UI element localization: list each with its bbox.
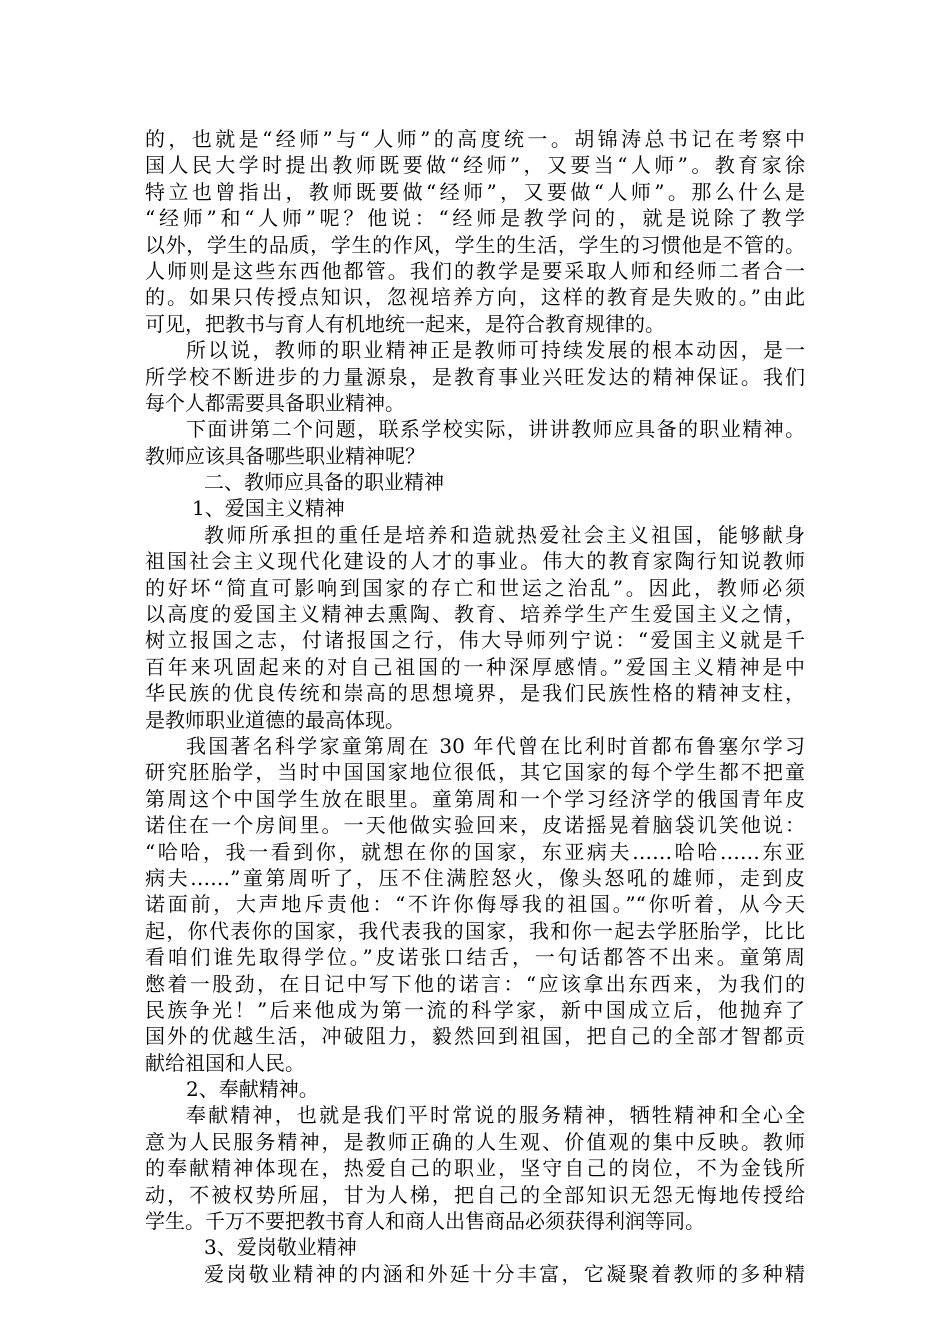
text-line: 的，也就是“经师”与“人师”的高度统一。胡锦涛总书记在考察中	[145, 127, 805, 151]
text-line: 是教师职业道德的最高体现。	[145, 707, 405, 732]
text-line: 民族争光！”后来他成为第一流的科学家，新中国成立后，他抛弃了	[145, 997, 805, 1022]
text-line: 国外的优越生活，冲破阻力，毅然回到祖国，把自己的全部才智都贡	[145, 1024, 805, 1049]
text-line: 祖国社会主义现代化建设的人才的事业。伟大的教育家陶行知说教师	[145, 549, 805, 574]
text-line: 学生。千万不要把教书育人和商人出售商品必须获得利润等同。	[145, 1209, 705, 1234]
text-line: 诺住在一个房间里。一天他做实验回来，皮诺摇晃着脑袋讥笑他说：	[145, 813, 805, 838]
text-line: 憋着一股劲，在日记中写下他的诺言：“应该拿出东西来，为我们的	[145, 971, 805, 996]
text-line: 所以说，教师的职业精神正是教师可持续发展的根本动因，是一	[186, 338, 805, 363]
text-line: 的好坏“简直可影响到国家的存亡和世运之治乱”。因此，教师必须	[145, 575, 805, 600]
text-line: 的奉献精神体现在，热爱自己的职业，坚守自己的岗位，不为金钱所	[145, 1156, 805, 1181]
text-line: 以高度的爱国主义精神去熏陶、教育、培养学生产生爱国主义之情，	[145, 602, 805, 627]
text-line: 起，你代表你的国家，我代表我的国家，我和你一起去学胚胎学，比比	[145, 918, 805, 943]
text-line: 研究胚胎学，当时中国国家地位很低，其它国家的每个学生都不把童	[145, 760, 805, 785]
subsection-heading: 3、爱岗敬业精神	[204, 1235, 357, 1260]
section-heading: 二、教师应具备的职业精神	[204, 470, 444, 495]
text-line: 人师则是这些东西他都管。我们的教学是要采取人师和经师二者合一	[145, 258, 805, 283]
text-line: 奉献精神，也就是我们平时常说的服务精神，牺牲精神和全心全	[186, 1103, 805, 1128]
text-line: 特立也曾指出，教师既要做“经师”，又要做“人师”。那么什么是	[145, 179, 805, 204]
text-line: “经师”和“人师”呢？他说：“经师是教学问的，就是说除了教学	[145, 206, 805, 231]
text-line: 病夫……”童第周听了，压不住满腔怒火，像头怒吼的雄师，走到皮	[145, 865, 805, 890]
text-line: 国人民大学时提出教师既要做“经师”，又要当“人师”。教育家徐	[145, 153, 805, 178]
text-line: 诺面前，大声地斥责他：“不许你侮辱我的祖国。”“你听着，从今天	[145, 892, 805, 917]
text-line: 以外，学生的品质，学生的作风，学生的生活，学生的习惯他是不管的。	[145, 232, 805, 257]
text-line: 华民族的优良传统和崇高的思想境界，是我们民族性格的精神支柱，	[145, 681, 805, 706]
text-line: 树立报国之志，付诸报国之行，伟大导师列宁说：“爱国主义就是千	[145, 628, 805, 653]
text-line: 第周这个中国学生放在眼里。童第周和一个学习经济学的俄国青年皮	[145, 786, 805, 811]
text-line: 每个人都需要具备职业精神。	[145, 390, 405, 415]
text-line: 献给祖国和人民。	[145, 1050, 305, 1075]
text-line: 爱岗敬业精神的内涵和外延十分丰富，它凝聚着教师的多种精	[204, 1261, 805, 1286]
subsection-heading: 1、爱国主义精神	[192, 496, 345, 521]
text-line: 可见，把教书与育人有机地统一起来，是符合教育规律的。	[145, 311, 665, 336]
text-line: 动，不被权势所屈，甘为人梯，把自己的全部知识无怨无悔地传授给	[145, 1182, 805, 1207]
text-line: 我国著名科学家童第周在 30 年代曾在比利时首都布鲁塞尔学习	[186, 733, 805, 758]
text-line: 看咱们谁先取得学位。”皮诺张口结舌，一句话都答不出来。童第周	[145, 945, 805, 970]
text-line: 所学校不断进步的力量源泉，是教育事业兴旺发达的精神保证。我们	[145, 364, 805, 389]
text-line: 的。如果只传授点知识，忽视培养方向，这样的教育是失败的。”由此	[145, 285, 805, 310]
text-line: 意为人民服务精神，是教师正确的人生观、价值观的集中反映。教师	[145, 1129, 805, 1154]
text-line: 百年来巩固起来的对自己祖国的一种深厚感情。”爱国主义精神是中	[145, 654, 805, 679]
text-line: 教师所承担的重任是培养和造就热爱社会主义祖国，能够献身	[204, 522, 805, 547]
text-line: 教师应该具备哪些职业精神呢？	[145, 443, 425, 468]
text-line: “哈哈，我一看到你，就想在你的国家，东亚病夫……哈哈……东亚	[145, 839, 805, 864]
document-body	[145, 126, 805, 1287]
text-line: 下面讲第二个问题，联系学校实际，讲讲教师应具备的职业精神。	[186, 417, 805, 442]
subsection-heading: 2、奉献精神。	[186, 1077, 319, 1102]
